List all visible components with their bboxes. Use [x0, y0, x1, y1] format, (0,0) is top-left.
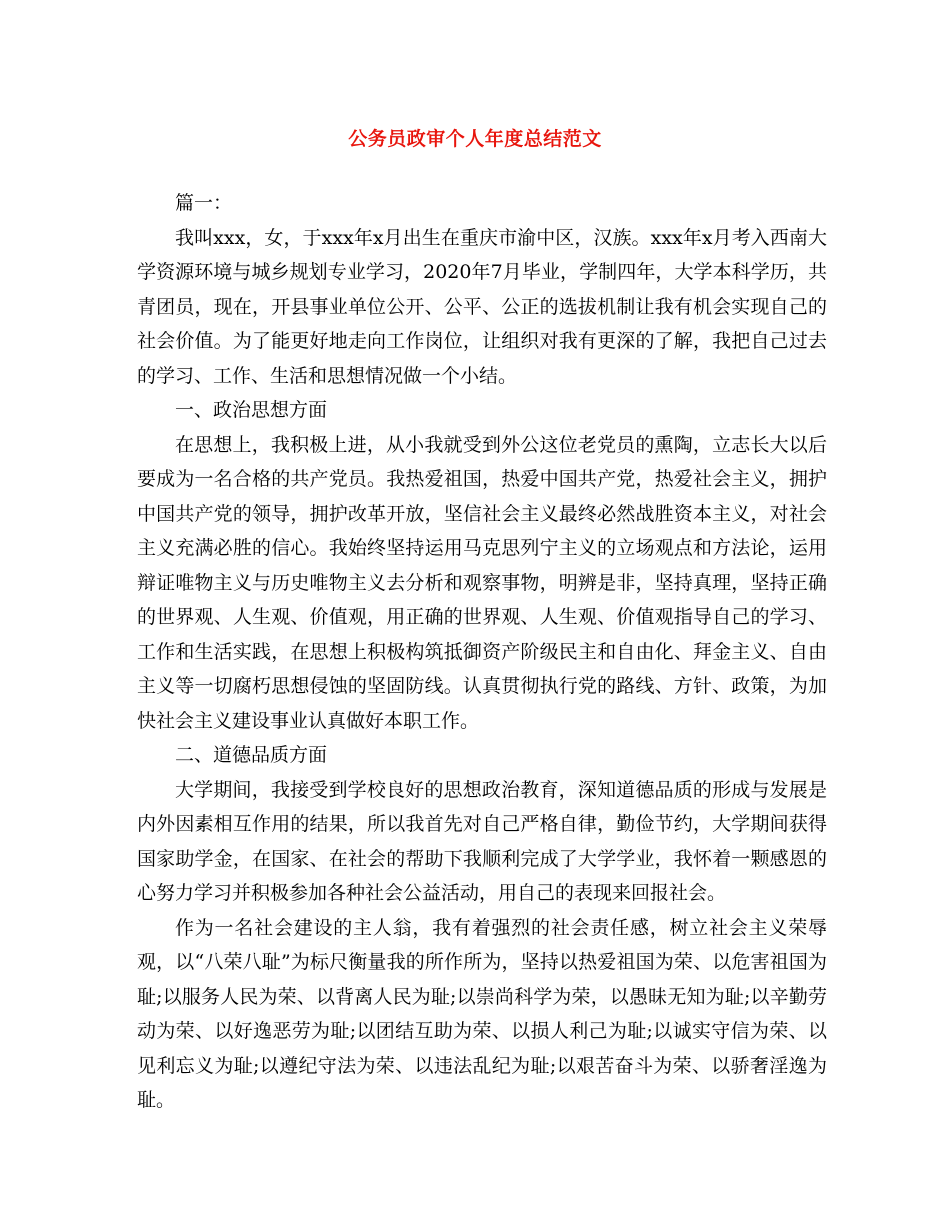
section-heading: 二、道德品质方面: [175, 744, 328, 766]
paragraph: 我叫xxx，女，于xxx年x月出生在重庆市渝中区，汉族。xxx年x月考入西南大学资源环境与城乡规划专业学习，2020年7月毕业，学制四年，大学本科学历，共青团员，现在，开县事业单位公开、公平、公正的选拔机制让我有机会实现自己的社会价值。为了能更好地走向工作岗位，让组织对我有更深的了解，我把自己过去的学习、工作、生活和思想情况做一个小结。: [137, 226, 827, 387]
section-heading: 篇一：: [175, 192, 233, 214]
paragraph: 大学期间，我接受到学校良好的思想政治教育，深知道德品质的形成与发展是内外因素相互作用的结果，所以我首先对自己严格自律，勤俭节约，大学期间获得国家助学金，在国家、在社会的帮助下我顺利完成了大学学业，我怀着一颗感恩的心努力学习并积极参加各种社会公益活动，用自己的表现来回报社会。: [137, 778, 827, 904]
paragraph: 在思想上，我积极上进，从小我就受到外公这位老党员的熏陶，立志长大以后要成为一名合格的共产党员。我热爱祖国，热爱中国共产党，热爱社会主义，拥护中国共产党的领导，拥护改革开放，坚信社会主义最终必然战胜资本主义，对社会主义充满必胜的信心。我始终坚持运用马克思列宁主义的立场观点和方法论，运用辩证唯物主义与历史唯物主义去分析和观察事物，明辨是非，坚持真理，坚持正确的世界观、人生观、价值观，用正确的世界观、人生观、价值观指导自己的学习、工作和生活实践，在思想上积极构筑抵御资产阶级民主和自由化、拜金主义、自由主义等一切腐朽思想侵蚀的坚固防线。认真贯彻执行党的路线、方针、政策，为加快社会主义建设事业认真做好本职工作。: [137, 433, 827, 732]
document-title: 公务员政审个人年度总结范文: [348, 128, 602, 150]
paragraph: 作为一名社会建设的主人翁，我有着强烈的社会责任感，树立社会主义荣辱观，以“八荣八耻”为标尺衡量我的所作所为，坚持以热爱祖国为荣、以危害祖国为耻;以服务人民为荣、以背离人民为耻;以崇尚科学为荣，以愚昧无知为耻;以辛勤劳动为荣、以好逸恶劳为耻;以团结互助为荣、以损人利己为耻;以诚实守信为荣、以见利忘义为耻;以遵纪守法为荣、以违法乱纪为耻;以艰苦奋斗为荣、以骄奢淫逸为耻。: [137, 916, 827, 1111]
document-body: [137, 186, 827, 1118]
section-heading: 一、政治思想方面: [175, 399, 328, 421]
